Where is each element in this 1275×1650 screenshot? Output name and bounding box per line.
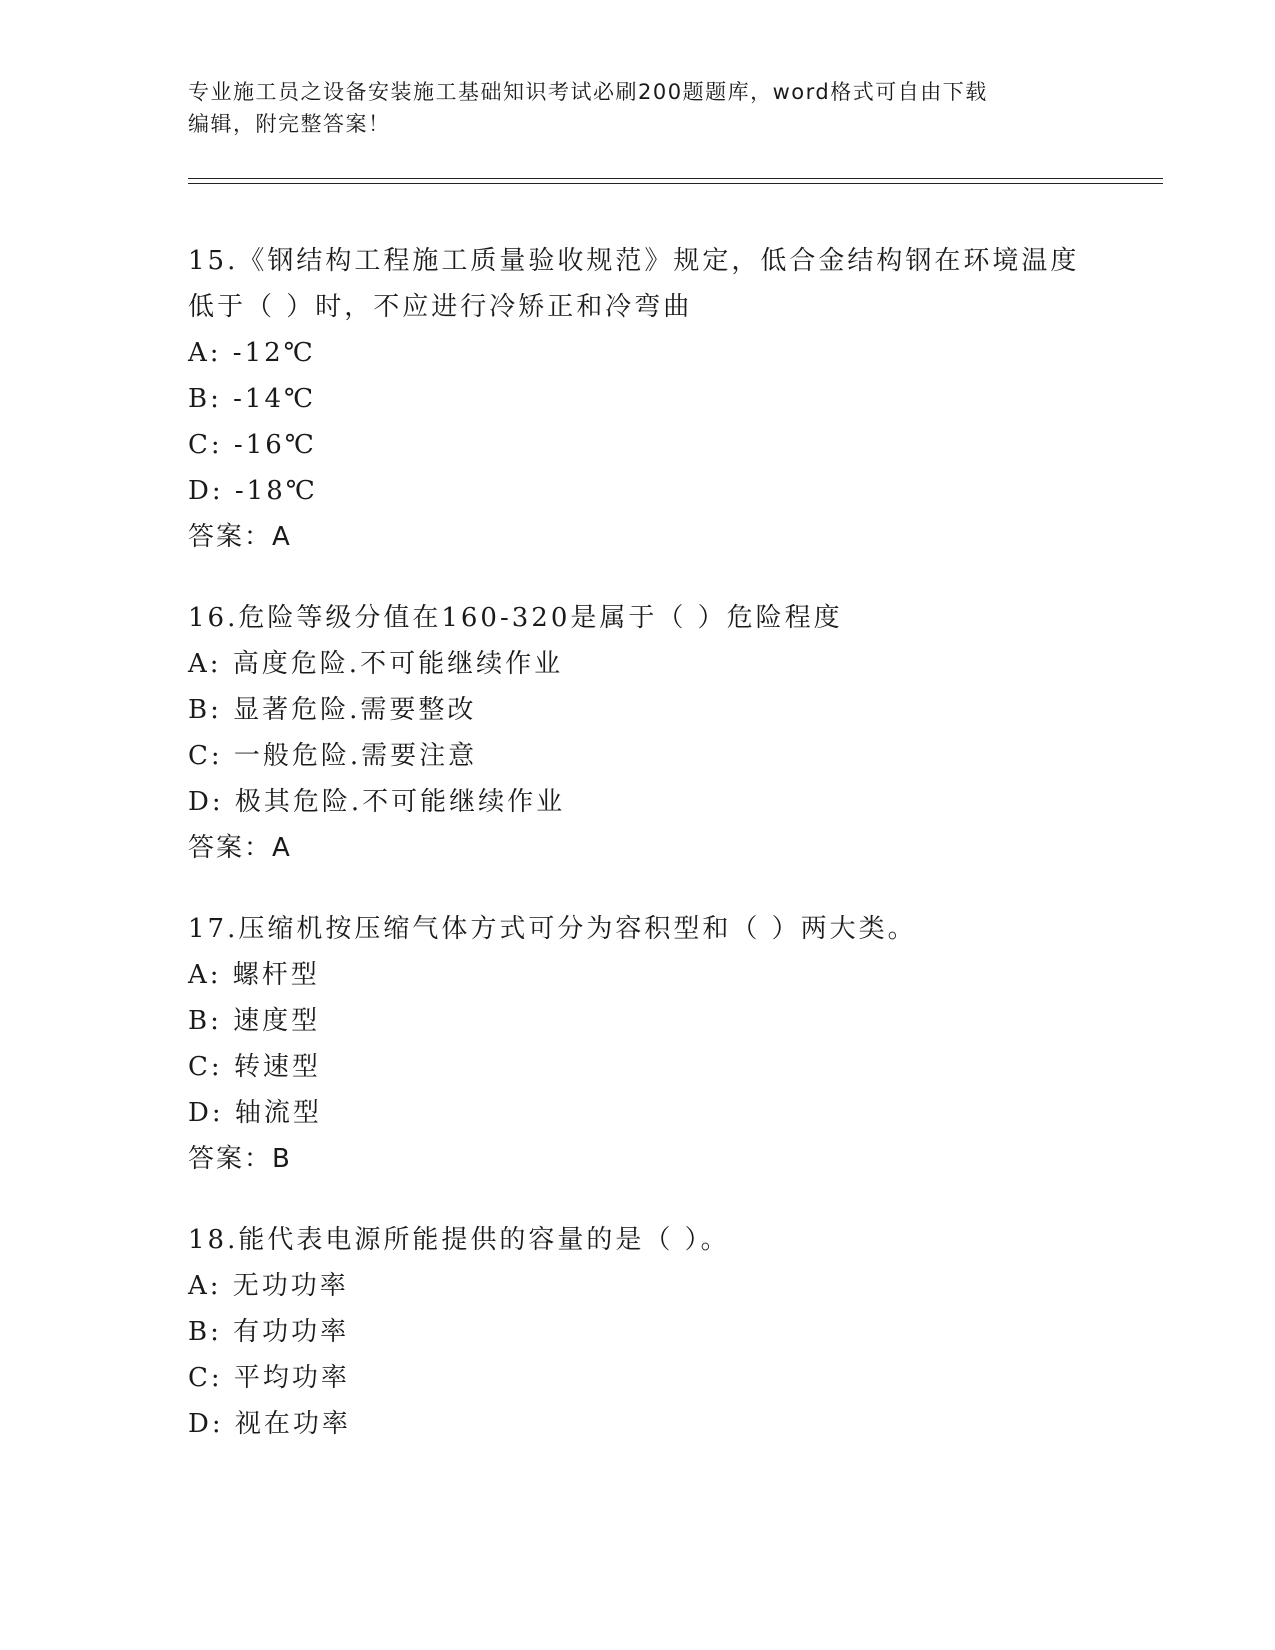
option-b: B: 速度型 bbox=[188, 1006, 321, 1036]
question-stem: 18.能代表电源所能提供的容量的是（ ）。 bbox=[188, 1225, 730, 1255]
option-b: B: 显著危险.需要整改 bbox=[188, 695, 477, 725]
question-15 bbox=[188, 238, 1088, 560]
option-c: C: 平均功率 bbox=[188, 1363, 350, 1393]
option-b: B: 有功功率 bbox=[188, 1317, 350, 1347]
option-a: A: 螺杆型 bbox=[188, 960, 320, 990]
option-d: D: 轴流型 bbox=[188, 1098, 322, 1128]
header-line-2: 编辑，附完整答案！ bbox=[188, 112, 391, 136]
question-17 bbox=[188, 906, 1088, 1182]
option-d: D: -18℃ bbox=[188, 476, 318, 506]
header-divider-bottom bbox=[188, 183, 1163, 184]
option-a: A: -12℃ bbox=[188, 338, 316, 368]
option-b: B: -14℃ bbox=[188, 384, 317, 414]
header-line-1: 专业施工员之设备安装施工基础知识考试必刷200题题库，word格式可自由下载 bbox=[188, 80, 988, 104]
question-stem: 17.压缩机按压缩气体方式可分为容积型和（ ）两大类。 bbox=[188, 914, 917, 944]
question-list bbox=[188, 238, 1088, 1482]
option-c: C: -16℃ bbox=[188, 430, 317, 460]
answer: 答案：A bbox=[188, 522, 292, 552]
answer: 答案：A bbox=[188, 833, 292, 863]
question-16 bbox=[188, 595, 1088, 871]
question-18 bbox=[188, 1217, 1088, 1447]
option-a: A: 高度危险.不可能继续作业 bbox=[188, 649, 564, 679]
document-header bbox=[188, 76, 1088, 140]
question-stem: 15.《钢结构工程施工质量验收规范》规定，低合金结构钢在环境温度低于（ ）时，不应进行冷矫正和冷弯曲 bbox=[188, 246, 1080, 322]
option-c: C: 转速型 bbox=[188, 1052, 321, 1082]
answer: 答案：B bbox=[188, 1144, 292, 1174]
option-d: D: 极其危险.不可能继续作业 bbox=[188, 787, 566, 817]
option-a: A: 无功功率 bbox=[188, 1271, 349, 1301]
question-stem: 16.危险等级分值在160-320是属于（ ）危险程度 bbox=[188, 603, 843, 633]
header-divider-top bbox=[188, 178, 1163, 179]
option-c: C: 一般危险.需要注意 bbox=[188, 741, 478, 771]
option-d: D: 视在功率 bbox=[188, 1409, 351, 1439]
